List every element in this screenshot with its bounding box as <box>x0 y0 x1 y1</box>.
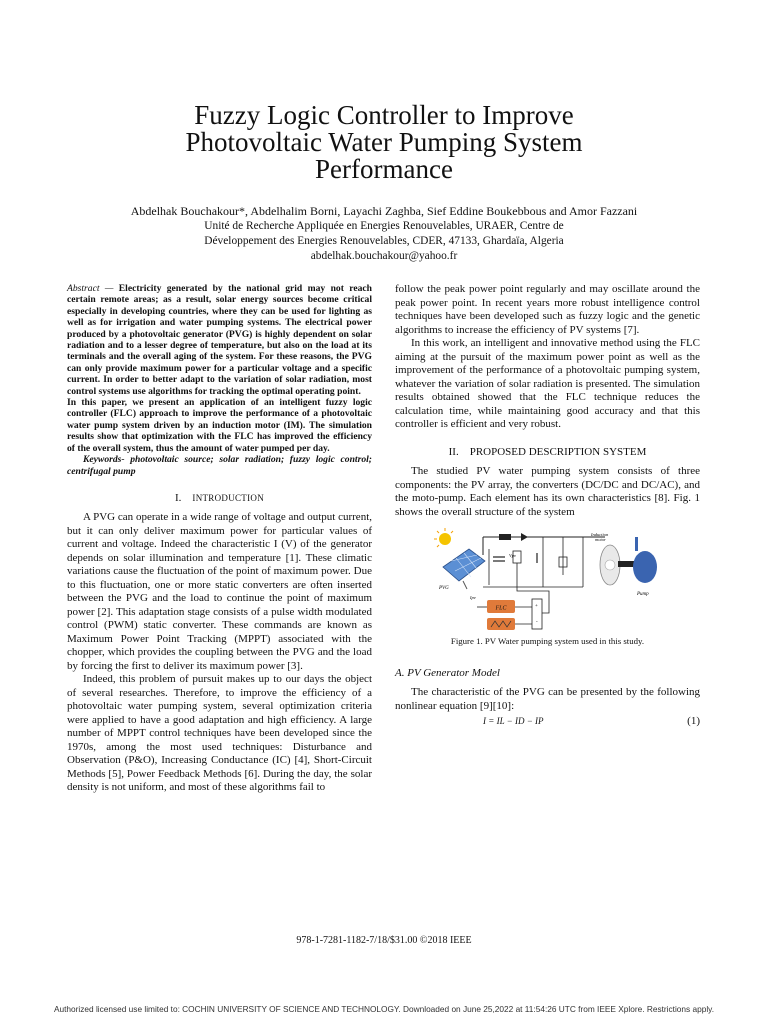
section-title: INTRODUCTION <box>192 492 264 503</box>
intro-paragraph-1: A PVG can operate in a wide range of voltage and output current, but it can only deliver maximum power for particular values of current and voltage. Indeed the characteristic I (V) of the generator depends on solar illumination and temperature [1]. These climatic variations cause the fluctuation of the point of maximum power. Due to this fluctuation, one or more static converters are often inserted between the PVG and the load to continue the point of maximum power [2]. This adaptation stage consists of a pulse width modulated control (PWM) static converter. These commands are known as Maximum Power Point Tracking (MPPT) associated with the chopper, which provides the coupling between the PVG and the load by forcing the first to deliver its maximum power [3]. <box>67 511 372 672</box>
equation-1-number: (1) <box>687 715 700 727</box>
figure-1-caption: Figure 1. PV Water pumping system used in this study. <box>450 636 645 646</box>
title-line-2: Photovoltaic Water Pumping System <box>185 127 583 157</box>
equation-1-expression: I = IL − ID − IP <box>483 716 544 726</box>
pipe-icon <box>635 537 638 551</box>
label-vpv: Vpv <box>508 553 516 558</box>
abstract-lead: Abstract — <box>67 283 114 294</box>
section-heading-proposed <box>395 446 700 460</box>
abstract-text-1: Electricity generated by the national grid may not reach certain remote areas; as a result, solar energy sources become critical especially in developing countries, where they can be used for lighting as well as for irrigation and water pumping systems. The electrical power produced by a photovoltaic generator (PVG) is highly dependent on solar radiation and to a lesser degree of temperature, but also on the load at its terminals and the overall aging of the system. For these reasons, the PVG can only provide maximum power for a particular voltage and a specific current. In order to better adapt to the variation of solar radiation, most control systems use algorithms for tracking the optimal operating point. <box>67 283 372 397</box>
label-motor: motor <box>594 537 606 542</box>
equation-1 <box>395 715 700 733</box>
inductor-icon <box>499 534 511 540</box>
label-induction: Induction <box>590 532 608 537</box>
label-pvg: PVG <box>438 586 449 591</box>
abstract-paragraph-2: In this paper, we present an application of an intelligent fuzzy logic controller (FLC) approach to improve the performance of a photovoltaic water pump system driven by an induction motor (IM). The simulation results show that optimization with the FLC has improved the efficiency of the overall system, thus the amount of water pumped per day. <box>67 397 372 454</box>
comparator-minus: - <box>535 620 538 625</box>
diode-icon <box>521 533 528 541</box>
figure-1-system-diagram <box>433 527 663 635</box>
section-number: II. <box>448 445 459 458</box>
subsection-heading-pv-model: A. PV Generator Model <box>395 666 500 679</box>
right-paragraph-2: In this work, an intelligent and innovative method using the FLC aiming at the pursuit of the maximum power point as well as the improvement of the performance of a photovoltaic pumping system, whatever the variation of solar radiation is presented. The simulation results obtained showed that the FLC technique reduces the calculation time, while maintaining good accuracy and that this controller is efficient and very robust. <box>395 337 700 430</box>
section-title: PROPOSED DESCRIPTION SYSTEM <box>469 445 647 458</box>
pump-icon <box>633 551 657 583</box>
comparator-plus: + <box>534 604 538 609</box>
sun-icon <box>439 533 451 545</box>
title-line-1: Fuzzy Logic Controller to Improve <box>194 100 574 130</box>
section2-paragraph-1: The studied PV water pumping system consists of three components: the PV array, the converters (DC/DC and DC/AC), and the moto-pump. Each element has its own characteristics [8]. Fig. 1 shows the overall structure of the system <box>395 465 700 518</box>
label-ipv: Ipv <box>469 595 476 600</box>
subsection-a-paragraph-1: The characteristic of the PVG can be presented by the following nonlinear equation [9][10]: <box>395 686 700 712</box>
intro-paragraph-2: Indeed, this problem of pursuit makes up to our days the object of several researches. Therefore, to improve the efficiency of a photovoltaic water pumping system, several optimization criteria were applied to have a good adaptation and high efficiency. A large number of MPPT control techniques have been developed since the 1970s, among the most used techniques: Disturbance and Observation (P&O), Increasing Conductance (IC) [4], Short-Circuit Methods [5], Power Feedback Methods [6]. During the day, the solar density is not uniform, and most of these algorithms fail to <box>67 673 372 794</box>
flc-label: FLC <box>494 605 507 612</box>
license-banner: Authorized licensed use limited to: COCHIN UNIVERSITY OF SCIENCE AND TECHNOLOGY. Downloaded on June 25,2022 at 11:54:26 UTC from IEEE Xplore. Restrictions apply. <box>53 1004 715 1014</box>
affiliation-line-2: Développement des Energies Renouvelables, CDER, 47133, Ghardaïa, Algeria <box>204 235 564 247</box>
affiliation-line-1: Unité de Recherche Appliquée en Energies Renouvelables, URAER, Centre de <box>204 220 564 232</box>
right-column <box>395 283 700 733</box>
section-number: I. <box>174 491 182 504</box>
title-line-3: Performance <box>315 154 453 184</box>
pv-panel-icon <box>443 549 485 589</box>
section-heading-introduction <box>67 492 372 506</box>
label-pump: Pump <box>636 592 649 597</box>
affiliation <box>40 219 728 264</box>
author-email[interactable]: abdelhak.bouchakour@yahoo.fr <box>310 250 458 262</box>
isbn-footer: 978-1-7281-1182-7/18/$31.00 ©2018 IEEE <box>296 935 472 946</box>
right-paragraph-1: follow the peak power point regularly and may oscillate around the peak power point. In recent years more robust intelligence control techniques have been developed such as fuzzy logic and the genetic algorithms to increase the efficiency of PV systems [7]. <box>395 283 700 336</box>
abstract-paragraph-1 <box>67 283 372 397</box>
keywords: Keywords- photovoltaic source; solar radiation; fuzzy logic control; centrifugal pump <box>67 454 372 477</box>
paper-title <box>0 102 768 183</box>
shaft-icon <box>618 561 634 567</box>
system-diagram-svg <box>433 527 663 635</box>
author-list: Abdelhak Bouchakour*, Abdelhalim Borni, Layachi Zaghba, Sief Eddine Boukebbous and Amor Fazzani <box>130 204 638 218</box>
left-column <box>67 283 372 795</box>
